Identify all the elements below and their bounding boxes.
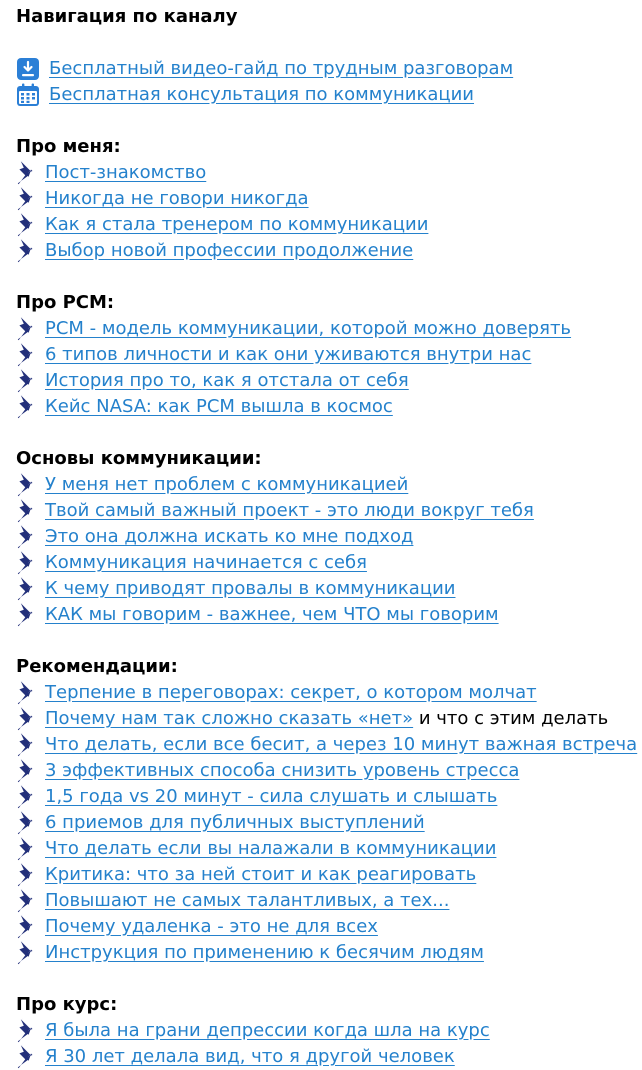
post-link[interactable]: Пост-знакомство xyxy=(45,162,207,183)
pushpin-icon xyxy=(16,914,42,940)
nav-list-item xyxy=(16,576,642,602)
post-link[interactable]: 6 приемов для публичных выступлений xyxy=(45,812,425,833)
pushpin-icon xyxy=(16,940,42,966)
post-link[interactable]: Как я стала тренером по коммуникации xyxy=(45,214,429,235)
pushpin-icon xyxy=(16,472,42,498)
plain-text-suffix: и что с этим делать xyxy=(413,708,609,729)
nav-list-item xyxy=(16,706,642,732)
pushpin-icon xyxy=(16,1018,42,1044)
post-link[interactable]: Что делать если вы налажали в коммуникации xyxy=(45,838,497,859)
nav-list-item xyxy=(16,550,642,576)
post-link[interactable]: Коммуникация начинается с себя xyxy=(45,552,367,573)
nav-list-item xyxy=(16,472,642,498)
post-link[interactable]: Почему удаленка - это не для всех xyxy=(45,916,378,937)
post-title: Навигация по каналу xyxy=(16,6,238,27)
pushpin-icon xyxy=(16,576,42,602)
nav-list-item xyxy=(16,758,642,784)
section-heading: Про PCM: xyxy=(16,292,115,313)
nav-list-item xyxy=(16,394,642,420)
nav-list-item xyxy=(16,524,642,550)
post-link[interactable]: PCM - модель коммуникации, которой можно доверять xyxy=(45,318,572,339)
section-heading: Про курс: xyxy=(16,994,118,1015)
pushpin-icon xyxy=(16,550,42,576)
nav-list-item xyxy=(16,914,642,940)
pushpin-icon xyxy=(16,602,42,628)
post-link[interactable]: Я 30 лет делала вид, что я другой человек xyxy=(45,1046,455,1067)
top-link-video-guide[interactable] xyxy=(16,56,642,82)
post-link[interactable]: 3 эффективных способа снизить уровень стресса xyxy=(45,760,520,781)
nav-list-item xyxy=(16,940,642,966)
post-link[interactable]: Твой самый важный проект - это люди вокруг тебя xyxy=(45,500,534,521)
nav-list-item xyxy=(16,212,642,238)
post-link[interactable]: КАК мы говорим - важнее, чем ЧТО мы говорим xyxy=(45,604,499,625)
nav-list-item xyxy=(16,888,642,914)
post-link[interactable]: Кейс NASA: как PCM вышла в космос xyxy=(45,396,393,417)
link-video-guide[interactable]: Бесплатный видео-гайд по трудным разговорам xyxy=(49,58,514,79)
nav-list-item xyxy=(16,1044,642,1070)
post-link[interactable]: Инструкция по применению к бесячим людям xyxy=(45,942,484,963)
pushpin-icon xyxy=(16,238,42,264)
top-link-consultation[interactable] xyxy=(16,82,642,108)
nav-list-item xyxy=(16,836,642,862)
post-link[interactable]: 1,5 года vs 20 минут - сила слушать и слышать xyxy=(45,786,498,807)
nav-list-item xyxy=(16,186,642,212)
pushpin-icon xyxy=(16,368,42,394)
nav-list-item xyxy=(16,784,642,810)
calendar-icon xyxy=(16,82,42,108)
pushpin-icon xyxy=(16,316,42,342)
pushpin-icon xyxy=(16,784,42,810)
post-link[interactable]: У меня нет проблем с коммуникацией xyxy=(45,474,409,495)
post-link[interactable]: Никогда не говори никогда xyxy=(45,188,309,209)
post-link[interactable]: Что делать, если все бесит, а через 10 минут важная встреча xyxy=(45,734,638,755)
nav-list-item xyxy=(16,160,642,186)
post-link[interactable]: Повышают не самых талантливых, а тех... xyxy=(45,890,450,911)
post-link[interactable]: Выбор новой профессии продолжение xyxy=(45,240,414,261)
nav-list-item xyxy=(16,342,642,368)
pushpin-icon xyxy=(16,888,42,914)
pushpin-icon xyxy=(16,680,42,706)
pushpin-icon xyxy=(16,160,42,186)
pushpin-icon xyxy=(16,732,42,758)
post-link[interactable]: Почему нам так сложно сказать «нет» xyxy=(45,708,414,729)
post-link[interactable]: Критика: что за ней стоит и как реагировать xyxy=(45,864,477,885)
pushpin-icon xyxy=(16,810,42,836)
nav-list-item xyxy=(16,680,642,706)
download-icon xyxy=(16,56,42,82)
section-heading: Рекомендации: xyxy=(16,656,178,677)
pushpin-icon xyxy=(16,836,42,862)
nav-list-item xyxy=(16,732,642,758)
nav-list-item xyxy=(16,498,642,524)
nav-list-item xyxy=(16,1018,642,1044)
nav-list-item xyxy=(16,810,642,836)
pushpin-icon xyxy=(16,524,42,550)
post-link[interactable]: История про то, как я отстала от себя xyxy=(45,370,409,391)
pushpin-icon xyxy=(16,862,42,888)
nav-list-item xyxy=(16,862,642,888)
post-link[interactable]: Я была на грани депрессии когда шла на курс xyxy=(45,1020,490,1041)
post-link[interactable]: Терпение в переговорах: секрет, о котором молчат xyxy=(45,682,537,703)
pushpin-icon xyxy=(16,1044,42,1070)
nav-list-item xyxy=(16,316,642,342)
link-consultation[interactable]: Бесплатная консультация по коммуникации xyxy=(49,84,475,105)
post-link[interactable]: Это она должна искать ко мне подход xyxy=(45,526,414,547)
pushpin-icon xyxy=(16,212,42,238)
nav-list-item xyxy=(16,602,642,628)
pushpin-icon xyxy=(16,498,42,524)
nav-list-item xyxy=(16,368,642,394)
section-heading: Основы коммуникации: xyxy=(16,448,262,469)
pushpin-icon xyxy=(16,706,42,732)
pushpin-icon xyxy=(16,758,42,784)
pushpin-icon xyxy=(16,342,42,368)
pushpin-icon xyxy=(16,394,42,420)
post-link[interactable]: К чему приводят провалы в коммуникации xyxy=(45,578,456,599)
sections-container xyxy=(16,108,642,1070)
pushpin-icon xyxy=(16,186,42,212)
nav-list-item xyxy=(16,238,642,264)
post-link[interactable]: 6 типов личности и как они уживаются внутри нас xyxy=(45,344,532,365)
section-heading: Про меня: xyxy=(16,136,121,157)
